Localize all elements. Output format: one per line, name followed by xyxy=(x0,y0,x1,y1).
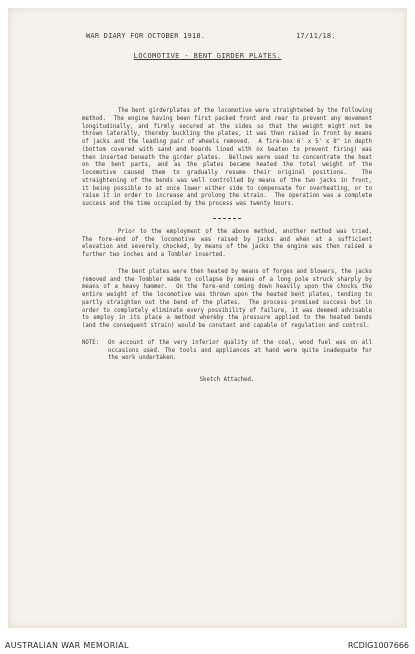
paragraph-1: The bent girderplates of the locomotive were straightened by the following method. The engine having been first packed front and rear to prevent any movement longitudinally, and firmly secured at the sides so that the weight might not be thrown laterally, thereby buckling the plates, it was then raised in front by means of jacks and the leading pair of wheels removed. A fire-box 6' x 5' x 8" in depth (bottom covered with sand and boards lined with ox beaten to prevent firing) was then inserted beneath the girder plates. Bellows were used to concentrate the heat on the bent parts, and as the plates became heated the total weight of the locomotive caused them to gradually resume their original positions. The straightening of the bends was well controlled by means of the two jacks in front, it being possible to at once lower either side to compensate for overheating, or to raise it in order to increase and prolong the strain. The operation was a complete success and the time occupied by the process was twenty hours. xyxy=(82,108,376,207)
diary-title: WAR DIARY FOR OCTOBER 1918. xyxy=(86,32,206,40)
paragraph-2: Prior to the employment of the above method, another method was tried. The fore-end of the locomotive was raised by jacks and when at a sufficient elevation and severely chocked, by means of the jacks the engine was then raised a further two inches and a Tombler inserted. xyxy=(82,228,379,258)
section-title: LOCOMOTIVE - BENT GIRDER PLATES. xyxy=(133,52,282,60)
archive-footer xyxy=(0,634,415,654)
note-label: NOTE: xyxy=(82,339,100,346)
diary-date: 17/11/18. xyxy=(296,32,336,40)
sketch-attached: Sketch Attached. xyxy=(199,377,255,383)
document-page xyxy=(8,8,407,628)
dashed-divider xyxy=(213,218,241,219)
document-body xyxy=(82,108,379,385)
note-block xyxy=(82,340,372,363)
footer-institution: AUSTRALIAN WAR MEMORIAL xyxy=(5,641,129,650)
footer-record-id: RCDIG1007666 xyxy=(347,641,409,650)
note-text: On account of the very inferior quality of the coal, wood fuel was on all occasions used. The tools and appliances at hand were quite inadequate for the work undertaken. xyxy=(108,339,372,362)
paragraph-3: The bent plates were then heated by means of forges and blowers, the jacks removed and the Tombler made to collapse by means of a long pole struck sharply by means of a heavy hammer. On the fore-end coming down heavily upon the chocks the entire weight of the locomotive was thrown upon the heated bent plates, tending to partly straighten out the bend of the plates. The process promised success but in order to completely eliminate every possibility of failure, it was deemed advisable to employ in its place a method whereby the pressure applied to the heated bends (and the consequent strain) would be constant and capable of regulation and control. xyxy=(82,268,376,329)
